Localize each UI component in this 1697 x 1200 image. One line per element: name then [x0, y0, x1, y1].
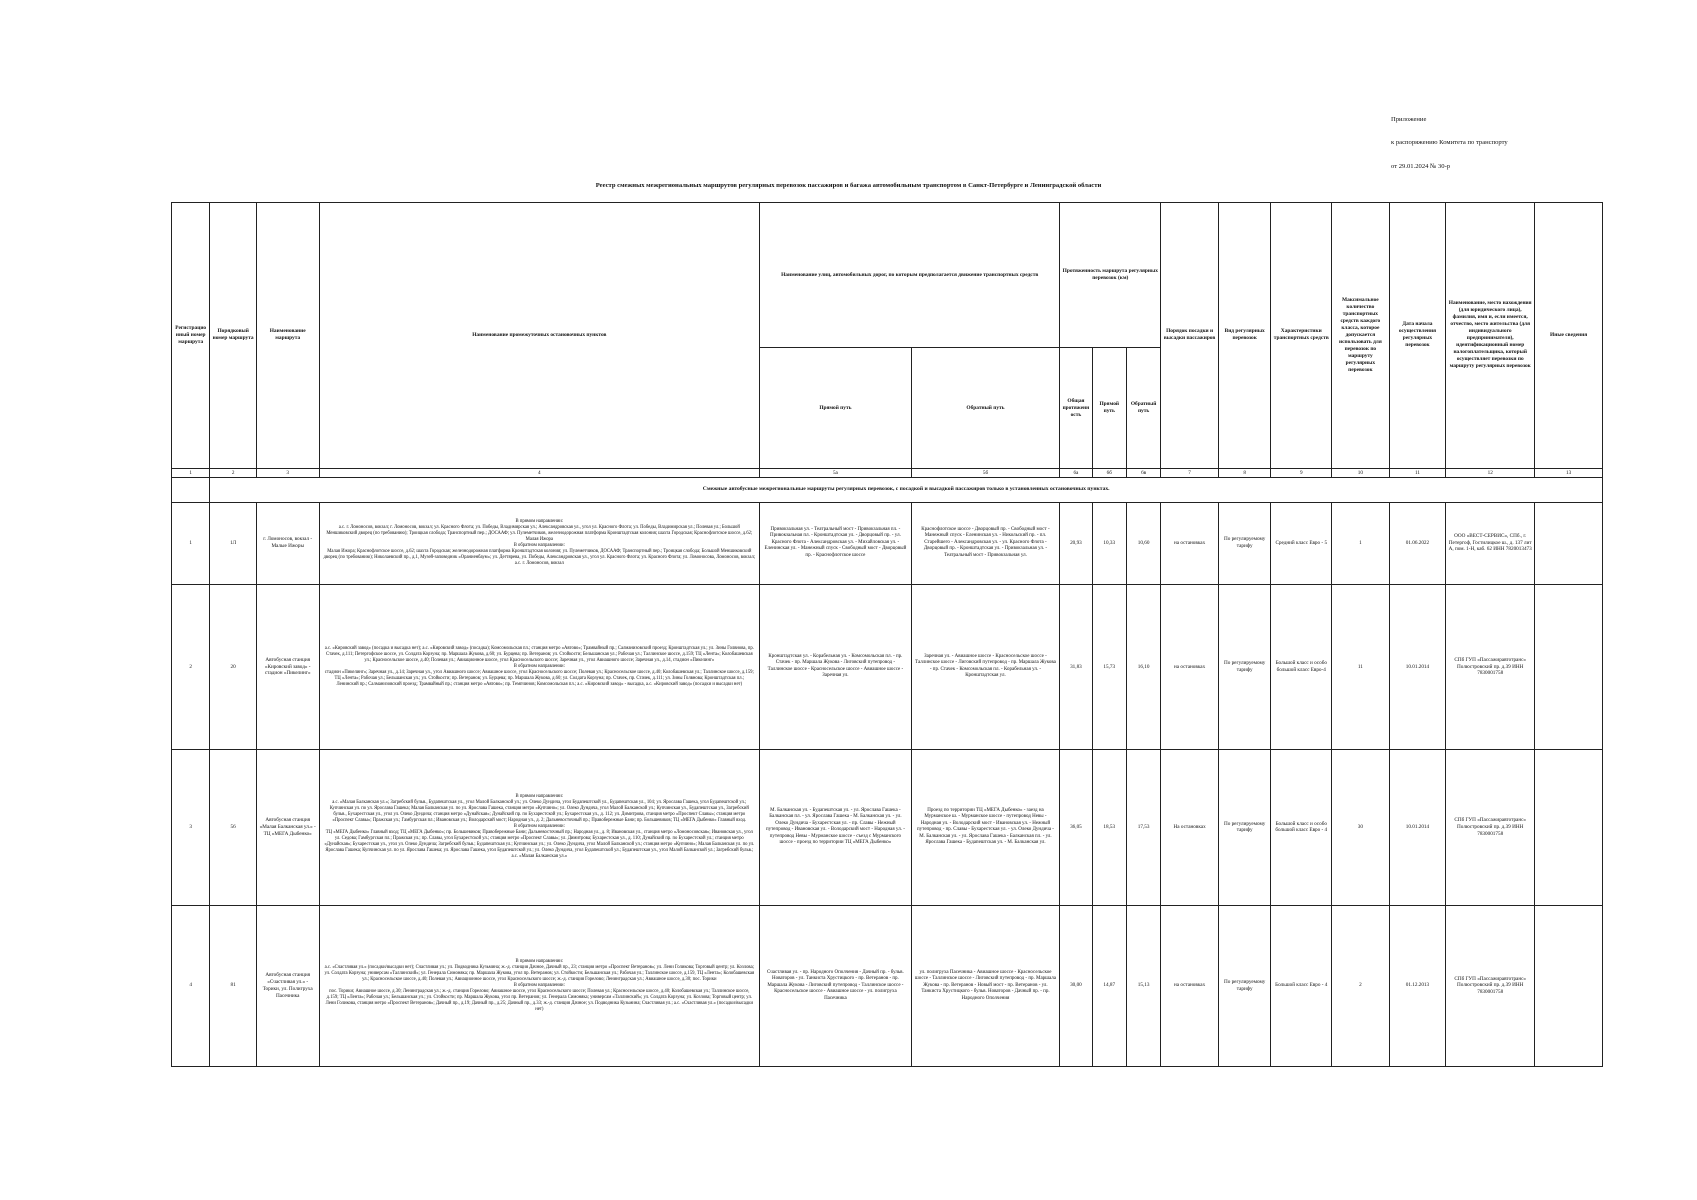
cell-other	[1535, 584, 1603, 749]
cell-carrier: СПб ГУП «Пассажиравтотранс» Полюстровский пр. д.39 ИНН 7830001758	[1446, 750, 1535, 905]
stops-forward: а.с. «Кировский завод» (посадка и высадка нет); а.с. «Кировский завод» (посадка); Комсомольская пл.; станция метро «Автово»; Трамвайный пр.; Салманизовский проезд; Кронштадтская ул.; ул. Зины Голвнова, пр. Стачек, д.111; Петергофское шоссе, ул. Солдата Корзуна; пр. Маршала Жукова, д.60; ул. Бурцева; пр. Ветеранов; ул. Стойкости; Бельшанская ул.; Рабочая ул.; Таллинское шоссе, д.159; ТЦ «Лента»; Колобашевская ул.; Красносельское шоссе, д.40; Полевая ул.; Авиационное шоссе, угол Красносельского шоссе; Заречная ул., угол Авиашного шоссе; Заречная ул., д.14, стадион «Пикелинг»	[324, 645, 754, 663]
cell-length-forward: 18,53	[1092, 750, 1126, 905]
header-reg-number: Регистрационный номер маршрута	[172, 203, 210, 469]
header-length-back: Обратный путь	[1126, 348, 1160, 468]
header-carrier: Наименование, место нахождения (для юридического лица), фамилия, имя и, если имеется, отчество, место жительства (для индивидуального предпринимателя), идентификационный номер налогоплательщика, который осуществляет перевозки по маршруту регулярных перевозок	[1446, 203, 1535, 469]
stops-forward: а.с. г. Ломоносов, вокзал; г. Ломоносов, вокзал; ул. Красного Флота; ул. Победы, Владимирская ул.; Александровская ул., угол ул. Красного Флота; ул. Победы, Владимирская ул.; Полевая ул.; Большой Меншиковский дворец (по требованию); Троицкая слобода; Транспортный пер.; ДОСААФ; ул. Пулеметчиков, железнодорожная платформа Кронштадтская колония; шахта Городская; Краснофлотское шоссе, д.62; Малая Ижора	[326, 525, 753, 543]
stops-back-label: В обратном направлении:	[513, 982, 565, 988]
cell-stops	[319, 502, 760, 584]
cell-route-name: г. Ломоносов, вокзал - Малые Ижоры	[256, 502, 319, 584]
cell-path-back: Проезд по территории ТЦ «МЕГА Дыбенко» - заезд на Мурманское ш. - Мурманское шоссе - путепровод Невы - Народная ул. - Володарский мост - Ивановская ул. - Нежный путепровод - пр. Славы - Бухарестская ул. - ул. Олеко Дундича - М. Балканская ул. - ул. Ярослава Гашека - Балканская пл. - ул. Ярослава Гашека - Будапештская ул. - М. Балканская ул.	[911, 750, 1060, 905]
routes-register-table	[171, 202, 1603, 1067]
header-length-forward: Прямой путь	[1092, 348, 1126, 468]
cell-vehicle-specs: Большой класс Евро - 4	[1271, 905, 1332, 1066]
cell-length-back: 10,60	[1126, 502, 1160, 584]
col-number: 12	[1446, 468, 1535, 478]
cell-route-name: Автобусная станция «Счастливая ул.» - Торики, ул. Полигруха Пасечника	[256, 905, 319, 1066]
stops-back: ТЦ «МЕГА Дыбенко» Главный вход; ТЦ «МЕГА Дыбенко»; пр. Большевиков; Правобережные Бани; Дальневосточный пр.; Народная ул., д. 8; Ивановская ул., станция метро «Ломоносовская»; Ивановская ул., угол ул. Седова; Гамбургская пл.; Пражская ул.; пр. Славы, угол Бухарестской ул.; станция метро «Проспект Славы»; ул. Димитрова; Бухарестская ул., д. 110; Дунайский пр. по Бухарестской ул.; станция метро «Дунайская»; Бухарестская ул., угол ул. Олеко Дундича; Загребский бульв.; Будапештская ул.; Купчинская ул.; ул. Олеко Дундича, угол Малой Балканской ул.; станция метро «Купчино»; Малая Балканская ул. по ул. Ярослава Гашека; Купчинская ул. по ул. Ярослава Гашека; ул. Ярослава Гашека, угол Будапештской ул.; ул. Олеко Дундича, угол Будапештской ул.; Будапештская ул., угол Малой Балканской ул.; Загребский бульв.; а.с. «Малая Балканская ул.»	[324, 830, 755, 860]
cell-carrier: ООО «ВЕСТ-СЕРВИС», СПб., г. Петергоф, Гостилицкое ш., д. 137 лит А, пом. 1-Н, каб. 62 ИНН 7820013473	[1446, 502, 1535, 584]
table-row	[172, 502, 1603, 584]
cell-reg-number: 3	[172, 750, 210, 905]
cell-reg-number: 2	[172, 584, 210, 749]
cell-start-date: 01.12.2013	[1389, 905, 1446, 1066]
cell-vehicle-specs: Большой класс и особо большой класс Евро-4	[1271, 584, 1332, 749]
cell-path-forward: Кронштадтская ул. - Корабельная ул. - Комсомольская пл. - пр. Стачек - пр. Маршала Жукова - Лиговский путепровод - Таллинское шоссе - Красносельское шоссе - Авиашное шоссе - Заречная ул.	[760, 584, 912, 749]
header-boarding-order: Порядок посадки и высадки пассажиров	[1161, 203, 1219, 469]
cell-max-vehicles: 30	[1332, 750, 1390, 905]
cell-start-date: 10.01.2014	[1389, 584, 1446, 749]
section-spacer-cell	[172, 478, 210, 502]
stops-forward: а.с. «Малая Балканская ул.»; Загребский бульв., Будапештская ул., угол Малой Балканской ул.; ул. Олеко Дундича, угол Будапештской ул., Будапештская ул., 104; ул. Ярослава Гашека, угол Будапештской ул.; Купчинская ул. по ул. Ярослава Гашека; Малая Балканская ул. по ул. Ярослава Гашека, станция метро «Купчино»; ул. Олеко Дундича, угол Малой Балканской ул.; Купчинская ул., Будапештская ул., Загребский бульв., Бухарестская ул., угол ул. Олеко Дундича; станция метро «Дунайская»; Дунайский пр. по Бухарестской ул.; Бухарестская ул., д. 112; ул. Димитрова, станция метро «Проспект Славы»; станция метро «Проспект Славы»; Пражская ул.; Гамбургская пл.; Ивановская ул.; Володарский мост; Народная ул., д. 2; Дальневосточный пр.; Правобережные Бани; пр. Большевиков; ТЦ «МЕГА Дыбенко» Главный вход.	[329, 800, 749, 824]
document-title: Реестр смежных межрегиональных маршрутов регулярных перевозок пассажиров и багажа автомобильным транспортом в Санкт-Петербурге и Ленинградской области	[595, 182, 1102, 189]
stops-back-label: В обратном направлении:	[513, 663, 565, 669]
stops-back: стадион «Пикелинг»; Заречная ул., д.14; Заречная ул., угол Авиашного шоссе; Авиашное шоссе, угол Красносельского шоссе; Полевая ул.; Красносельское шоссе, д.40; Колобашевская ул.; Таллинское шоссе, д.159; ТЦ «Лента»; Рабочая ул.; Бельшанская ул.; ул. Стойкости; пр. Ветеранов; ул. Бурцева; пр. Маршала Жукова, д.60; ул. Солдата Корзуна; пр. Стачек, пр. Стачек, д.111; ул. Зины Голвнова; Кронштадтская пл.; Ленинский пр.; Салманизовский проезд; Трамвайный пр.; станция метро «Автово»; пр. Темпчинов; Комсомольская пл.; а.с. «Кировский завод» - высадка, а.с. «Кировский завод» (посадки и высадки нет)	[324, 669, 754, 687]
col-number: 9	[1271, 468, 1332, 478]
cell-length-total: 20,93	[1060, 502, 1092, 584]
cell-stops	[319, 584, 760, 749]
cell-length-total: 30,00	[1060, 905, 1092, 1066]
stops-forward-label: В прямом направлении:	[515, 958, 564, 964]
header-streets: Наименование улиц, автомобильных дорог, по которым предполагается движение транспортных средств	[760, 203, 1060, 348]
cell-length-forward: 15,73	[1092, 584, 1126, 749]
header-max-vehicles: Максимальное количество транспортных средств каждого класса, которое допускается использовать для перевозок по маршруту регулярных перевозок	[1332, 203, 1390, 469]
cell-transport-kind: По регулируемому тарифу	[1218, 905, 1271, 1066]
cell-path-forward: Привокзальная ул. - Театральный мост - Привокзальная пл. - Привокзальная пл. - Кронштадтская ул. - Дворцовый пр. - ул. Красного Флота - Александровская ул. - Михайловская ул. - Еленинская ул. - Манежный спуск - Свободный мост - Дворцовый пр. - Краснофлотское шоссе	[760, 502, 912, 584]
cell-carrier: СПб ГУП «Пассажиравтотранс» Полюстровский пр. д.39 ИНН 7830001758	[1446, 905, 1535, 1066]
cell-max-vehicles: 1	[1332, 502, 1390, 584]
cell-vehicle-specs: Средний класс Евро - 5	[1271, 502, 1332, 584]
cell-route-number: 56	[210, 750, 256, 905]
cell-max-vehicles: 2	[1332, 905, 1390, 1066]
cell-reg-number: 4	[172, 905, 210, 1066]
cell-route-number: 20	[210, 584, 256, 749]
cell-other	[1535, 750, 1603, 905]
cell-length-total: 31,83	[1060, 584, 1092, 749]
header-length-total: Общая протяженность	[1060, 348, 1092, 468]
cell-route-number: 1Л	[210, 502, 256, 584]
table-row	[172, 905, 1603, 1066]
cell-length-forward: 10,33	[1092, 502, 1126, 584]
appendix-line-3: от 29.01.2024 № 30-р	[1391, 163, 1451, 170]
col-number: 6в	[1126, 468, 1160, 478]
appendix-line-2: к распоряжению Комитета по транспорту	[1391, 139, 1508, 146]
cell-start-date: 10.01.2014	[1389, 750, 1446, 905]
col-number: 4	[319, 468, 760, 478]
table-row	[172, 584, 1603, 749]
col-number: 7	[1161, 468, 1219, 478]
cell-route-name: Автобусная станция «Малая Балканская ул.» - ТЦ «МЕГА Дыбенко»	[256, 750, 319, 905]
cell-path-back: Заречная ул. - Авиашное шоссе - Красносельское шоссе - Таллинское шоссе - Лиговский путепровод - пр. Маршала Жукова - пр. Стачек - Комсомольская пл. - Корабельная ул. - Кронштадтская ул.	[911, 584, 1060, 749]
col-number: 6а	[1060, 468, 1092, 478]
cell-length-forward: 14,87	[1092, 905, 1126, 1066]
header-vehicle-specs: Характеристики транспортных средств	[1271, 203, 1332, 469]
col-number: 11	[1389, 468, 1446, 478]
cell-boarding-order: на остановках	[1161, 584, 1219, 749]
cell-path-back: Краснофлотское шоссе - Дворцовый пр. - Свободный мост - Манежный спуск - Еленинская ул. - Никольский пр. - пл. Старейшего - Александровская ул. - ул. Красного Флота - Дворцовый пр. - Кронштадтская ул. - Привокзальная ул. - Театральный мост - Привокзальная ул.	[911, 502, 1060, 584]
section-title: Смежные автобусные межрегиональные маршруты регулярных перевозок, с посадкой и высадкой пассажиров только в установленных остановочных пунктах.	[210, 478, 1603, 502]
cell-path-forward: Счастливая ул. - пр. Народного Ополчения - Дачный пр. - бульв. Новаторов - ул. Танкиста Хрустицкого - пр. Ветеранов - пр. Маршала Жукова - Лиговский путепровод - Таллинское шоссе - Красносельское шоссе - Авиашное шоссе - ул. полигруха Пасечника	[760, 905, 912, 1066]
cell-transport-kind: По регулируемому тарифу	[1218, 502, 1271, 584]
stops-forward-label: В прямом направлении:	[515, 794, 564, 800]
cell-length-back: 16,10	[1126, 584, 1160, 749]
stops-forward: а.с. «Счастливая ул.» (посадки/высадки нет); Счастливая ул.; ул. Подводника Кузьмина; ж.-д. станция Дачное, Дачный пр., 23; станция метро «Проспект Ветеранов»; ул. Лени Голикова; Торговый центр; ул. Козлова; ул. Солдата Корзуна; универсам «Таллинский»; ул. Генерала Симоняка; пр. Маршала Жукова, угол пр. Ветеранов; ул. Стойкости; Бельшанская ул.; Рабочая ул.; Таллинское шоссе, д.159, ТЦ «Лента»; Колобашевская ул.; Красносельское шоссе, д.40; Полевая ул.; Авиационное шоссе, угол Красносельского шоссе; ж.-д. станция Горелово; Ленинградская ул.; Авиашное шоссе, д.30; пос. Торики	[324, 964, 755, 982]
cell-path-forward: М. Балканская ул. - Будапештская ул. - ул. Ярослава Гашека - Балканская пл. - ул. Ярослава Гашека - М. Балканская ул. - ул. Олеко Дундича - Бухарестская ул. - пр. Славы - Нежный путепровод - Ивановская ул. - Володарский мост - Народная ул. - путепровод Невы - Мурманское шоссе - съезд с Мурманского шоссе - проезд по территории ТЦ «МЕГА Дыбенко»	[760, 750, 912, 905]
header-path-forward: Прямой путь	[760, 348, 912, 468]
cell-length-back: 17,53	[1126, 750, 1160, 905]
cell-transport-kind: По регулируемому тарифу	[1218, 584, 1271, 749]
cell-other	[1535, 905, 1603, 1066]
header-other: Иные сведения	[1535, 203, 1603, 469]
cell-boarding-order: На остановках	[1161, 750, 1219, 905]
cell-reg-number: 1	[172, 502, 210, 584]
cell-start-date: 01.06.2022	[1389, 502, 1446, 584]
header-length: Протяженность маршрута регулярных перевозок (км)	[1060, 203, 1161, 348]
col-number: 5а	[760, 468, 912, 478]
cell-length-total: 36,05	[1060, 750, 1092, 905]
cell-vehicle-specs: Большой класс и особо большой класс Евро - 4	[1271, 750, 1332, 905]
col-number: 10	[1332, 468, 1390, 478]
cell-stops	[319, 905, 760, 1066]
cell-stops	[319, 750, 760, 905]
col-number: 1	[172, 468, 210, 478]
cell-length-back: 15,13	[1126, 905, 1160, 1066]
table-row	[172, 750, 1603, 905]
cell-path-back: ул. полигруха Пасечника - Авиашное шоссе - Красносельское шоссе - Таллинское шоссе - Лиговский путепровод - пр. Маршала Жукова - пр. Ветеранов - Новый мост - пр. Ветеранов - ул. Танкиста Хрустицкого - бульв. Новаторов - Дачный пр. - пр. Народного Ополчения	[911, 905, 1060, 1066]
header-route-number: Порядковый номер маршрута	[210, 203, 256, 469]
cell-transport-kind: По регулируемому тарифу	[1218, 750, 1271, 905]
stops-back-label: В обратном направлении:	[513, 543, 565, 549]
stops-back: пос. Торики; Авиашное шоссе, д.30; Ленинградская ул.; ж.-д. станция Горелово; Авиашное шоссе, угол Красносельского шоссе; Полевая ул.; Красносельское шоссе, д.40; Колобашевская ул.; Таллинское шоссе, д.159; ТЦ «Лента»; Рабочая ул.; Бельшанская ул.; ул. Стойкости; пр. Маршала Жукова, угол пр. Ветеранов; ул. Генерала Симоняка; универсам «Таллинский»; ул. Солдата Корзуна; ул. Козлова; Торговый центр; ул. Лени Голикова, станция метро «Проспект Ветеранов»; Дачный пр., д.19; Дачный пр., д.25; Дачный пр., д.33; ж.-д. станция Дачное; ул. Подводника Кузьмина; Счастливая ул.; а.с. «Счастливая ул.» (посадки/высадки нет)	[325, 988, 753, 1012]
cell-route-number: 81	[210, 905, 256, 1066]
cell-boarding-order: на остановках	[1161, 502, 1219, 584]
cell-carrier: СПб ГУП «Пассажиравтотранс» Полюстровский пр. д.39 ИНН 7830001758	[1446, 584, 1535, 749]
col-number: 13	[1535, 468, 1603, 478]
col-number: 5б	[911, 468, 1060, 478]
stops-back: Малая Ижора; Краснофлотское шоссе, д.62; шахта Городская; железнодорожная платформа Кронштадтская колония; ул. Пулеметчиков, ДОСААФ; Транспортный пер.; Троицкая слобода; Большой Меншиковский дворец (по требованию); Николаевский пр., д.1, Музей-заповедник «Ораниенбаум»; ул. Дегтярева, ул. Победы, Александровская ул., угол ул. Красного Флота; ул. Красного Флота; ул. Ломоносова, Ломоносов, вокзал; а.с. г. Ломоносов, вокзал	[323, 549, 756, 567]
col-number: 8	[1218, 468, 1271, 478]
col-number: 3	[256, 468, 319, 478]
stops-back-label: В обратном направлении:	[513, 824, 565, 830]
header-route-name: Наименование маршрута	[256, 203, 319, 469]
header-transport-kind: Вид регулярных перевозок	[1218, 203, 1271, 469]
header-start-date: Дата начала осуществления регулярных перевозок	[1389, 203, 1446, 469]
stops-forward-label: В прямом направлении:	[515, 519, 564, 525]
cell-boarding-order: на остановках	[1161, 905, 1219, 1066]
col-number: 2	[210, 468, 256, 478]
header-path-back: Обратный путь	[911, 348, 1060, 468]
cell-max-vehicles: 11	[1332, 584, 1390, 749]
cell-other	[1535, 502, 1603, 584]
col-number: 6б	[1092, 468, 1126, 478]
appendix-line-1: Приложение	[1391, 116, 1427, 123]
cell-route-name: Автобусная станция «Кировский завод» - стадион «Пикелинг»	[256, 584, 319, 749]
header-stops: Наименование промежуточных остановочных пунктов	[319, 203, 760, 469]
